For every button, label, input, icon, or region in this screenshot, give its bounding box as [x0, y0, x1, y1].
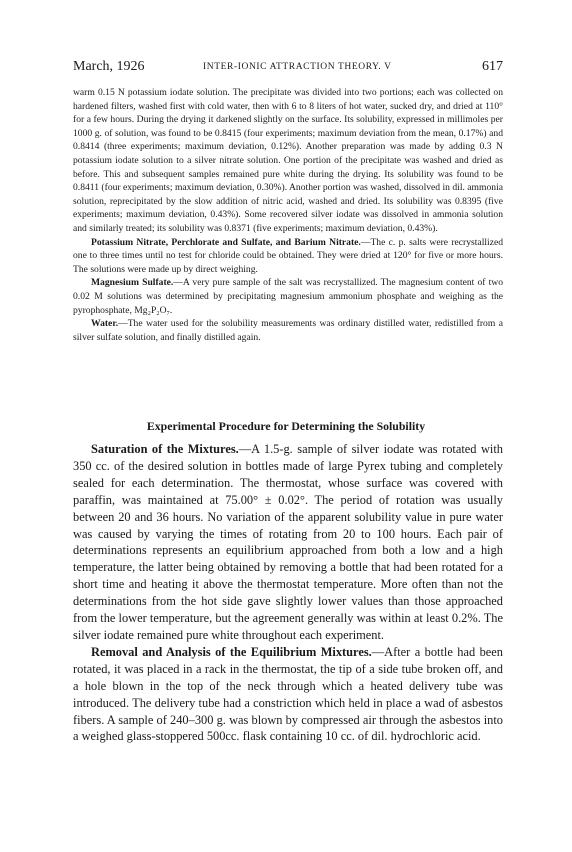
header-date: March, 1926 — [73, 59, 145, 74]
paragraph-water — [73, 317, 503, 344]
runin-heading: Water. — [91, 318, 119, 330]
paragraph-removal-analysis — [73, 644, 503, 745]
section-heading: Experimental Procedure for Determining the Solubility — [146, 419, 426, 433]
paragraph-magnesium-sulfate — [73, 276, 503, 317]
paragraph-saturation — [73, 441, 503, 644]
paragraph-text: —The water used for the solubility measurements was ordinary distilled water, redistilled from a silver sulfate solution, and finally distilled again. — [73, 318, 503, 343]
small-print-section — [73, 86, 503, 344]
runin-heading: Saturation of the Mixtures. — [91, 442, 239, 456]
runin-heading: Potassium Nitrate, Perchlorate and Sulfate, and Barium Nitrate. — [91, 236, 361, 248]
page-header — [73, 59, 503, 77]
paragraph-text: —A 1.5-g. sample of silver iodate was rotated with 350 cc. of the desired solution in bottles made of large Pyrex tubing and completely sealed for each determination. The thermostat, whose surface was covered with paraffin, was maintained at 75.00° ± 0.02°. The period of rotation was usually between 20 and 36 hours. No variation of the apparent solubility value in pure water was caused by varying the times of rotating from 20 to 100 hours. Each pair of determinations represents an equilibrium approached from both a low and a high temperature, the latter being obtained by removing a bottle that had been rotated for a short time and heating it above the thermostat temperature. More often than not the determinations from the hot side gave slightly lower values than those approached from the lower temperature, but the agreement generally was within at least 0.2%. The silver iodate remained pure white throughout each experiment. — [73, 442, 503, 642]
running-title: INTER-IONIC ATTRACTION THEORY. V — [203, 62, 392, 72]
paragraph-text: —The c. p. salts were recrystallized one to three times until no test for chloride could be obtained. They were dried at 120° for five or more hours. The solutions were made up by direct weighing. — [73, 236, 504, 275]
runin-heading: Removal and Analysis of the Equilibrium Mixtures. — [91, 644, 372, 659]
paragraph-text: —A very pure sample of the salt was recrystallized. The magnesium content of two 0.02 M solutions was determined by precipitating magnesium ammonium phosphate and weighing as the pyrophosphate, Mg₂P₂O₇. — [73, 277, 504, 316]
paragraph-silver-iodate-continued: warm 0.15 N potassium iodate solution. The precipitate was divided into two portions; each was collected on hardened filters, washed first with cold water, then with 6 to 8 liters of hot water, sucked dry, and dried at 110° for a few hours. During the drying it darkened slightly on the surface. Its solubility, expressed in millimoles per 1000 g. of solution, was found to be 0.8415 (four experiments; maximum deviation from the mean, 0.17%) and 0.8414 (three experiments; maximum deviation, 0.12%). Another preparation was made by adding 0.3 N potassium iodate solution to a silver nitrate solution. One portion of the precipitate was washed and dried as before. This and subsequent samples remained pure white during the drying. Its solubility was found to be 0.8411 (four experiments; maximum deviation, 0.30%). Another portion was washed, dissolved in dil. ammonia solution, reprecipitated by the slow addition of nitric acid, washed and dried. Its solubility was 0.8395 (five experiments; maximum deviation, 0.43%). Some recovered silver iodate was dissolved in ammonia solution and similarly treated; its solubility was 0.8371 (five experiments; maximum deviation, 0.43%). — [73, 87, 503, 234]
runin-heading: Magnesium Sulfate. — [91, 277, 174, 289]
paragraph-potassium-salts — [73, 236, 503, 277]
page-number: 617 — [482, 59, 503, 74]
large-print-section — [73, 441, 503, 745]
paragraph-text: —After a bottle had been rotated, it was placed in a rack in the thermostat, the tip of a side tube broken off, and a hole blown in the top of the neck through which a heated delivery tube was introduced. The delivery tube had a constriction which held in place a wad of asbestos fibers. A sample of 240–300 g. was blown by compressed air through the asbestos into a weighed glass-stoppered 500cc. flask containing 10 cc. of dil. hydrochloric acid. — [73, 644, 504, 744]
